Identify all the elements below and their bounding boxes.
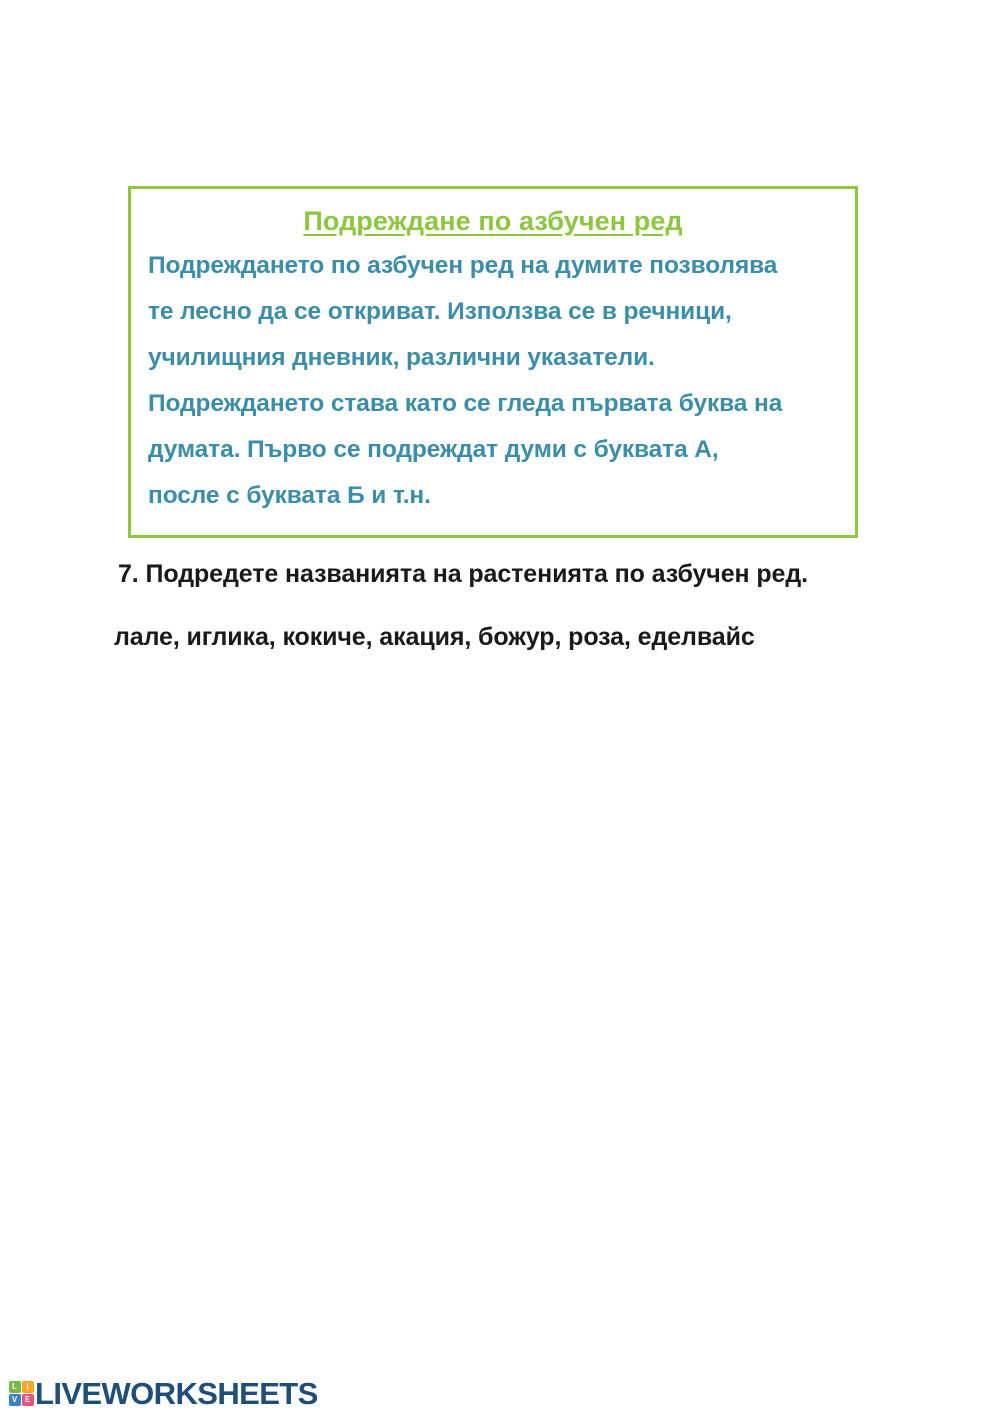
- info-box-title: Подреждане по азбучен ред: [303, 206, 683, 236]
- question-word-list: лале, иглика, кокиче, акация, божур, роза, еделвайс: [114, 622, 755, 651]
- logo-tile-i: I: [22, 1381, 34, 1393]
- logo-tile-l: L: [9, 1381, 21, 1393]
- question-block: [114, 558, 948, 655]
- info-body-line-3: училищния дневник, различни указатели.: [148, 343, 655, 371]
- question-prompt: 7. Подредете названията на растенията по азбучен ред.: [118, 560, 808, 588]
- info-box: [128, 186, 858, 538]
- info-body-line-4: Подреждането става като се гледа първата буква на: [148, 389, 783, 417]
- logo-tile-e: E: [22, 1394, 34, 1406]
- logo-tile-v: V: [9, 1394, 21, 1406]
- info-body-line-2: те лесно да се откриват. Използва се в речници,: [148, 297, 732, 325]
- info-body-line-5: думата. Първо се подреждат думи с буквата А,: [148, 435, 719, 463]
- liveworksheets-wordmark: LIVEWORKSHEETS: [35, 1375, 318, 1411]
- liveworksheets-logo-icon: [8, 1380, 34, 1406]
- info-body-line-6: после с буквата Б и т.н.: [148, 481, 431, 509]
- info-body-line-1: Подреждането по азбучен ред на думите позволява: [148, 251, 778, 279]
- info-box-body: [145, 243, 841, 519]
- liveworksheets-logo: [8, 1376, 318, 1410]
